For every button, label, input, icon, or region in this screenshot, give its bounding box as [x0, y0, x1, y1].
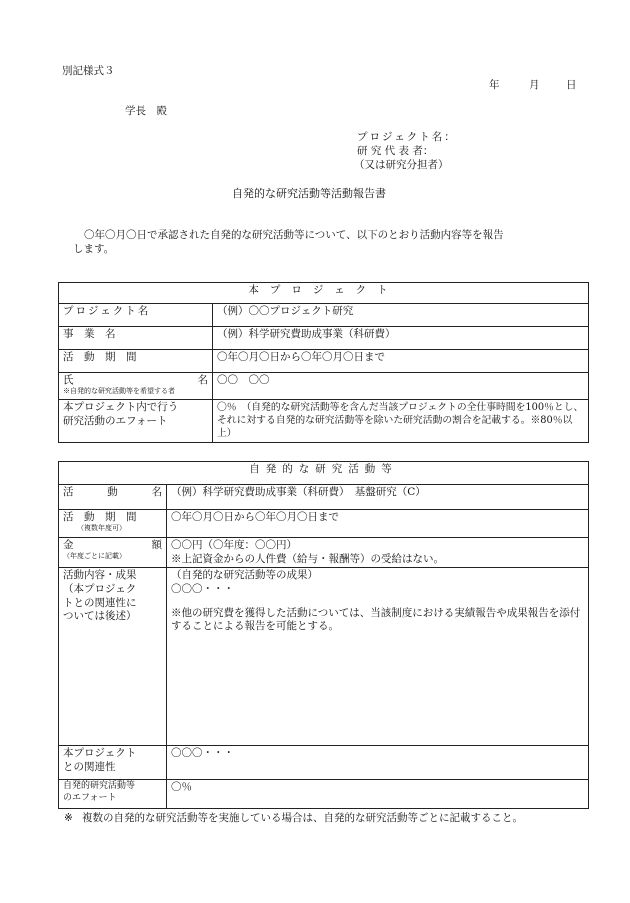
- footnote-text: 複数の自発的な研究活動等を実施している場合は、自発的な研究活動等ごとに記載すること。: [82, 812, 523, 824]
- activity-effort-value: 〇％: [167, 780, 589, 809]
- business-name-value: （例）科学研究費助成事業（科研費）: [213, 327, 589, 350]
- footnote: [64, 812, 584, 826]
- activity-name-label-a: 活: [63, 486, 74, 498]
- project-name-label-cell: プロジェクト名: [59, 304, 213, 327]
- sharer-label: （又は研究分担者）: [354, 159, 449, 171]
- amount-label: [59, 538, 167, 568]
- relation-value: 〇〇〇・・・: [167, 746, 589, 780]
- date-day: 日: [566, 79, 577, 91]
- project-effort-value: 〇％ （自発的な研究活動等を含んだ当該プロジェクトの全仕事時間を100％とし、それに対する自発的な研究活動等を除いた研究活動の割合を記載する。※80％以上）: [213, 400, 589, 443]
- form-number: 別記様式３: [62, 65, 115, 77]
- activity-effort-label-line-2: のエフォート: [63, 792, 117, 803]
- person-name-label-a: 氏: [63, 374, 74, 386]
- content-label-line-4: ついては後述）: [63, 610, 137, 623]
- activity-period-value: 〇年〇月〇日から〇年〇月〇日まで: [167, 510, 589, 538]
- activity-effort-label: [59, 780, 167, 809]
- person-name-label-b: 名: [197, 374, 208, 386]
- amount-label-b: 額: [151, 539, 162, 551]
- relation-label-line-1: 本プロジェクト: [63, 747, 137, 760]
- person-name-value: 〇〇 〇〇: [213, 373, 589, 400]
- project-effort-label-line-1: 本プロジェクト内で行う: [63, 401, 179, 413]
- activity-name-value: （例）科学研究費助成事業（科研費） 基盤研究（C）: [167, 485, 589, 510]
- activity-period-label: [59, 510, 167, 538]
- content-value-line-2: 〇〇〇・・・: [171, 582, 234, 595]
- activity-table-heading: 自発的な研究活動等: [59, 462, 589, 485]
- content-label-line-2: （本プロジェク: [63, 582, 137, 595]
- amount-value: [167, 538, 589, 568]
- person-name-note: ※自発的な研究活動等を希望する者: [63, 386, 175, 395]
- content-label: [59, 568, 167, 746]
- content-value-line-1: （自発的な研究活動等の成果）: [171, 569, 318, 582]
- content-label-line-3: トとの関連性に: [63, 596, 137, 609]
- amount-note: （年度ごとに記載）: [63, 551, 126, 560]
- amount-value-line-2: ※上記資金からの人件費（給与・報酬等）の受給はない。: [171, 552, 444, 565]
- activity-period-note: （複数年度可）: [77, 523, 126, 532]
- amount-label-a: 金: [63, 539, 74, 551]
- project-table: [58, 282, 589, 443]
- footnote-mark: ※: [64, 812, 73, 824]
- activity-name-label-b: 動: [107, 486, 118, 498]
- relation-label-line-2: との関連性: [63, 760, 116, 773]
- activity-name-label-c: 名: [151, 486, 162, 498]
- project-effort-label: [59, 400, 213, 443]
- project-table-heading: 本プロジェクト: [59, 283, 589, 304]
- intro-line-2: します。: [73, 243, 115, 255]
- content-value-line-3: ※他の研究費を獲得した活動については、当該制度における実績報告や成果報告を添付することによる報告を可能とする。: [171, 606, 581, 633]
- date-month: 月: [529, 79, 540, 91]
- activity-name-label: [59, 485, 167, 510]
- content-label-line-1: 活動内容・成果: [63, 569, 137, 582]
- business-name-label: 事 業 名: [59, 327, 213, 350]
- representative-label: 研 究 代 表 者：: [357, 145, 434, 157]
- project-name-label: プロジェクト名：: [357, 131, 457, 143]
- relation-label: [59, 746, 167, 780]
- amount-value-line-1: 〇〇円（〇年度：〇〇円）: [171, 539, 297, 551]
- activity-table: [58, 461, 589, 809]
- intro-line-1: 〇年〇月〇日で承認された自発的な研究活動等について、以下のとおり活動内容等を報告: [84, 229, 504, 241]
- date-year: 年: [489, 79, 500, 91]
- project-period-label: 活 動 期 間: [59, 350, 213, 373]
- addressee: 学長 殿: [125, 105, 167, 117]
- project-name-value: （例）〇〇プロジェクト研究: [213, 304, 589, 327]
- person-name-label: [59, 373, 213, 400]
- document-title: 自発的な研究活動等活動報告書: [232, 187, 386, 200]
- activity-effort-label-line-1: 自発的研究活動等: [63, 781, 136, 792]
- project-period-value: 〇年〇月〇日から〇年〇月〇日まで: [213, 350, 589, 373]
- content-value: [167, 568, 589, 746]
- project-effort-label-line-2: 研究活動のエフォート: [63, 414, 168, 427]
- activity-period-label-text: 活 動 期 間: [63, 511, 137, 523]
